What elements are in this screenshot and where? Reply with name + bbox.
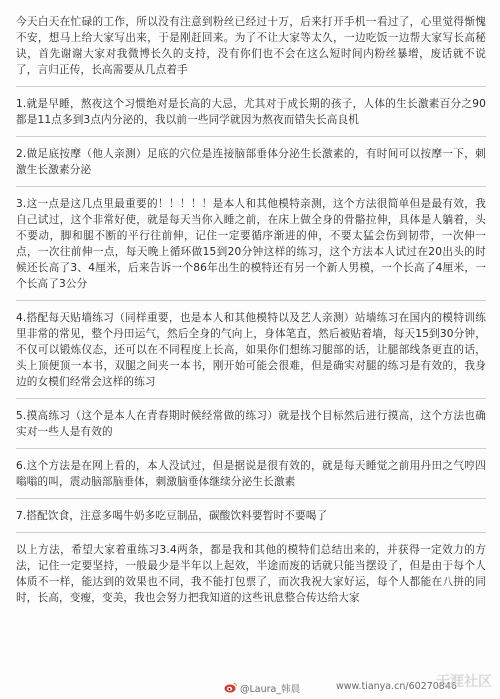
tip-2-paragraph: 2.做足底按摩（他人亲测）足底的穴位是连接脑部垂体分泌生长激素的，有时间可以按摩一下，刺激生长激素分泌	[16, 148, 486, 176]
divider	[16, 532, 486, 533]
summary-paragraph: 以上方法，希望大家着重练习3.4两条，都是我和其他的模特们总结出来的，并获得一定效力的方法，记住一定要坚持，一般最少是半年以上起效，半途而废的话就只能当摆设了，但是由于每个人体质不一样，能达到的效果也不同，我不能打包票了，而次我祝大家好运，每个人都能在八拼的同时，长高，变瘦，变美，我也会努力把我知道的这些讯息整合传达给大家	[16, 544, 486, 604]
watermark-text: 天涯社区	[436, 674, 492, 690]
tianya-watermark	[430, 655, 494, 697]
footer	[0, 677, 500, 699]
divider	[16, 136, 486, 137]
divider	[16, 498, 486, 499]
article-body	[16, 14, 486, 606]
divider	[16, 448, 486, 449]
tip-7-paragraph: 7.搭配饮食，注意多喝牛奶多吃豆制品，碳酸饮料要暂时不要喝了	[16, 510, 328, 522]
weibo-icon	[224, 682, 237, 693]
divider	[16, 186, 486, 187]
divider	[16, 86, 486, 87]
tip-5-paragraph: 5.摸高练习（这个是本人在青春期时候经常做的练习）就是找个目标然后进行摸高，这个方法也确实对一些人是有效的	[16, 410, 486, 438]
tip-1-paragraph: 1.就是早睡，熬夜这个习惯绝对是长高的大忌，尤其对于成长期的孩子，人体的生长激素百分之90都是11点多到3点内分泌的，我以前一些同学就因为熬夜而错失长高良机	[16, 98, 486, 126]
divider	[16, 300, 486, 301]
site-url: www.tianya.cn/60270846	[336, 681, 457, 692]
tip-6-paragraph: 6.这个方法是在网上看的，本人没试过，但是据说是很有效的，就是每天睡觉之前用丹田之气哼四嗡嗡的叫，震动脑部脑垂体，刺激脑垂体继续分泌生长激素	[16, 460, 486, 488]
tip-4-paragraph: 4.搭配每天贴墙练习（同样重要，也是本人和其他模特以及艺人亲测）站墙练习在国内的模特训练里非常的常见，整个丹田运气，然后全身的气向上，身体笔直，然后被贴着墙，每天15到30分钟，不仅可以锻炼仪态，还可以在不同程度上长高，如果你们想练习腿部的话，让腿部线条更直的话，头上顶便顶一本书，双腿之间夹一本书，刚开始可能会很难，但是确实对腿的练习是有效的，我身边的女模们经常会这样的练习	[16, 312, 486, 388]
divider	[16, 398, 486, 399]
tip-3-paragraph: 3.这一点是这几点里最重要的！！！！！是本人和其他模特亲测，这个方法很简单但是最有效，我自己试过，这个非常好使，就是每天当你入睡之前，在床上做全身的骨骼拉伸，具体是人躺着，头不要动，脚和腿不断的平行往前伸，记住一定要循序渐进的伸，不要太猛会伤到韧带，一次伸一点，一次往前伸一点，每天晚上循环做15到20分钟这样的练习，这个方法本人试过在20出头的时候还长高了3、4厘米，后来告诉一个86年出生的模特还有另一个新人男模，一个长高了4厘米，一个长高了3公分	[16, 198, 486, 290]
intro-paragraph: 今天白天在忙碌的工作，所以没有注意到粉丝已经过十万，后来打开手机一看过了，心里觉得惭愧不安，想马上给大家写出来，于是刚赶回来。为了不让大家等太久，一边吃饭一边帮大家写长高秘诀，首先谢谢大家对我微博长久的支持，没有你们也不会在这么短时间内粉丝暴增，废话就不说了，言归正传，长高需要从几点着手	[16, 16, 486, 76]
weibo-handle: @Laura_韩晨	[240, 684, 301, 695]
